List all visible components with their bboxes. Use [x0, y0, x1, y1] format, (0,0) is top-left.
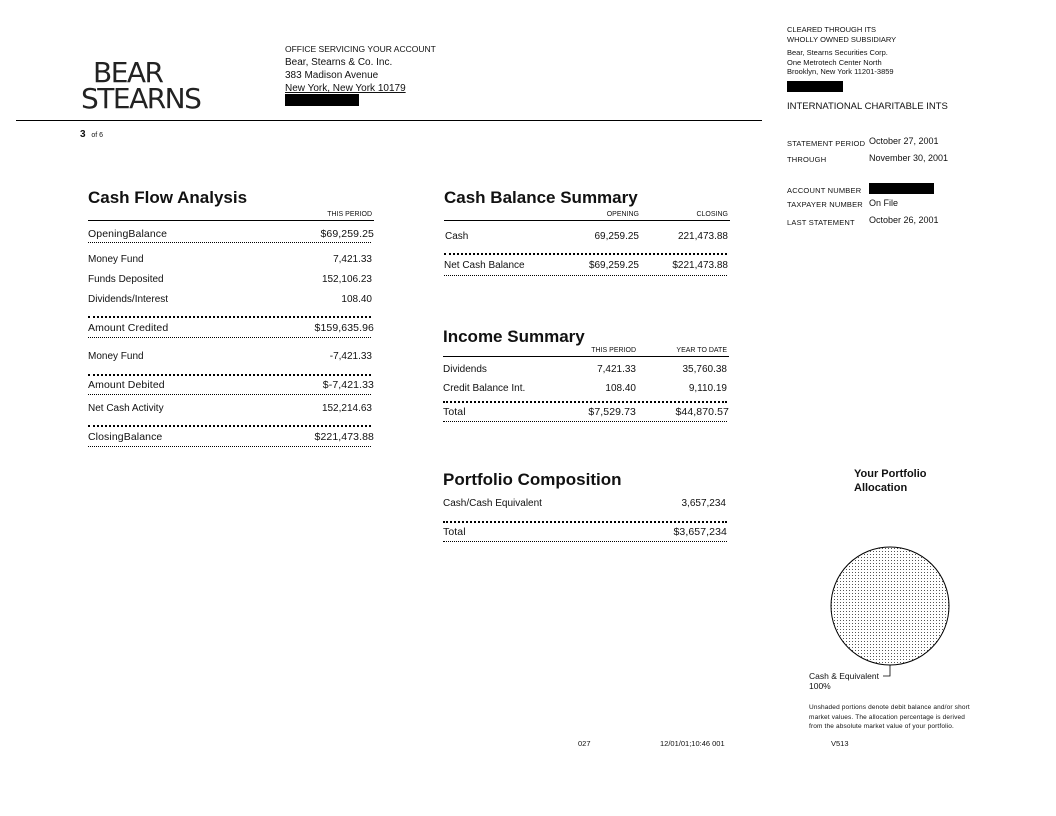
dotted-rule: [88, 242, 371, 243]
cash-balance-summary: Cash Balance Summary OPENING CLOSING Cash 69,259.25 221,473.88 Net Cash Balance $69,259.25 $221,473.88: [444, 188, 730, 283]
col-header-closing: CLOSING: [696, 211, 728, 218]
cash-balance-title: Cash Balance Summary: [444, 188, 638, 207]
pie-leader-line: [883, 665, 890, 676]
allocation-note: Unshaded portions denote debit balance and/or short market values. The allocation percentage is derived from the absolute market value of your portfolio.: [809, 704, 970, 730]
cash-flow-analysis: Cash Flow Analysis THIS PERIOD OpeningBalance $69,259.25 Money Fund 7,421.33 Funds Deposited 152,106.23 Dividends/Interest 108.40 Amount Credited $159,635.96 Money Fund -7,421.33 Amount Debited $-7,421.33 Net Cash Activity 152,214.63 ClosingBalance $221,473.88: [88, 188, 374, 450]
footer-timestamp: 12/01/01;10:46 001: [660, 739, 725, 748]
redacted-account-number: [869, 183, 934, 194]
dotted-rule: [88, 394, 371, 395]
dotted-rule: [443, 521, 727, 523]
dotted-rule: [443, 421, 727, 422]
dotted-rule: [88, 337, 371, 338]
rule: [443, 356, 729, 357]
cash-flow-title: Cash Flow Analysis: [88, 188, 248, 207]
income-title: Income Summary: [443, 327, 585, 346]
pie-slice-cash-equivalent: [831, 547, 949, 665]
dotted-rule: [443, 401, 727, 403]
portfolio-title: Portfolio Composition: [443, 470, 622, 489]
dotted-rule: [444, 253, 727, 255]
dotted-rule: [88, 425, 371, 427]
dotted-rule: [88, 374, 371, 376]
allocation-pie-chart: [825, 545, 955, 680]
col-header-opening: OPENING: [606, 211, 639, 218]
rule: [88, 220, 374, 221]
office-address: OFFICE SERVICING YOUR ACCOUNT Bear, Stearns & Co. Inc. 383 Madison Avenue New York, New York 10179: [285, 44, 436, 94]
dotted-rule: [88, 446, 371, 447]
header-rule: [16, 120, 762, 121]
footer-version: V513: [831, 739, 849, 748]
redacted-block: [285, 94, 359, 106]
dotted-rule: [444, 275, 727, 276]
account-name: INTERNATIONAL CHARITABLE INTS: [787, 101, 948, 112]
footer-code: 027: [578, 739, 591, 748]
bear-stearns-logo: BEAR STEARNS: [81, 56, 201, 115]
dotted-rule: [443, 541, 727, 542]
clearing-info: CLEARED THROUGH ITS WHOLLY OWNED SUBSIDIARY Bear, Stearns Securities Corp. One Metrotech Center North Brooklyn, New York 11201-3859: [787, 25, 897, 76]
rule: [444, 220, 730, 221]
page-number: 3 of 6: [80, 129, 104, 140]
income-summary: Income Summary THIS PERIOD YEAR TO DATE Dividends 7,421.33 35,760.38 Credit Balance Int. 108.40 9,110.19 Total $7,529.73 $44,870.57: [443, 327, 730, 422]
statement-details: STATEMENT PERIOD October 27, 2001 THROUGH November 30, 2001 ACCOUNT NUMBER TAXPAYER NUMBER On File LAST STATEMENT October 26, 2001: [787, 136, 949, 227]
pie-legend-label: Cash & Equivalent 100%: [809, 671, 879, 691]
redacted-block: [787, 81, 843, 92]
allocation-title: Your Portfolio Allocation: [854, 468, 927, 494]
col-header-ytd: YEAR TO DATE: [676, 347, 727, 354]
col-header: THIS PERIOD: [327, 211, 372, 218]
portfolio-composition: Portfolio Composition Cash/Cash Equivalent 3,657,234 Total $3,657,234: [443, 470, 730, 545]
dotted-rule: [88, 316, 371, 318]
col-header-this-period: THIS PERIOD: [591, 347, 636, 354]
